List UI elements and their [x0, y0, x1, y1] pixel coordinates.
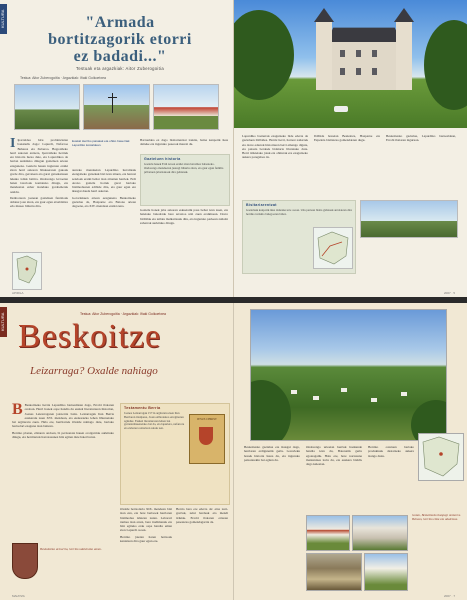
article-title: Beskoitze — [18, 318, 162, 355]
drop-cap: I — [10, 138, 16, 151]
book-title: IESUS CHRIST — [197, 417, 217, 421]
section-tab: KULTURA — [0, 307, 7, 337]
text-column-4: Beskoitzeko gaztelua ere ikusgai dago, herriaren erdigunetik gertu. Gotorleku honek historia luzea du, eta inguruko paisaiarekin bat egiten du. — [244, 445, 300, 462]
info-box-text: Gazteluak kanpotik ikus daitezke urte osoan. Uda partean bisita gidatuak antolatzen dira herriko turismo bulegoaren bidez. — [246, 208, 352, 216]
magazine-spread-beskoitze — [0, 303, 467, 600]
article-byline: Testua: Aitor Zuberogoitia · Argazkiak: Iñaki Goikoetxea — [80, 312, 166, 316]
castle-photo — [234, 0, 467, 128]
sidebar-title: Testamentu Berria — [124, 406, 161, 410]
info-box-history — [140, 154, 230, 206]
text-column-6: Herriko ostatuan bertako produktuak dastatzeko aukera izango duzu. — [368, 445, 414, 458]
text-column-3b: Gaztelu honek jabe askoren eskuetatik pasa behar izan zuen, eta haietako bakoitzak bere arrastoa utzi zuen eraikinean. Dorre biribilak eta teilatu malkartsuak ditu, eta inguruko parkean zuhaitz zaharrak aurkituko ditugu. — [140, 208, 228, 225]
tree-shape — [424, 20, 467, 110]
car-shape — [334, 106, 348, 112]
sidebar-text: Joanes Leizarragak 1571n argitaratu zuen Itun Berriaren itzulpena, Joana Albretekoa erreginaren aginduz. Euskal literaturaren lehen lan garrantzitsuenetako bat da, eta lapurtera, nafarrera eta zuberera uztartzen saiatu zen. — [124, 411, 185, 431]
valley-photo — [360, 200, 458, 238]
text-column-3: Barrualdea ez dago bisitarientzat irekita, baina kanpotik ikus daiteke eta inguruko paseoak merezi du. — [140, 138, 228, 147]
landscape-photo — [14, 84, 80, 130]
page-number-right: 2007 · 7 — [443, 594, 455, 598]
farmhouse-photo — [153, 84, 219, 130]
route-map — [313, 227, 353, 269]
info-box-text: Gaztelu hauek Erdi Aroan eraiki ziren lurraldea babesteko. Ondorengo mendeetan jauregi bihurtu ziren, eta gaur egun familia pribatuen jabetzakoak dira gehienak. — [144, 162, 224, 174]
magazine-spread-castles — [0, 0, 467, 297]
photo-caption: Euskal Herriko paisaiak eta ohiko baserriak Lapurdiko kostaldean. — [72, 139, 130, 147]
photos-caption: Goian, Beskoitzeko ikuspegi orokorra. Behean, herriko eliza eta udaletxea. — [412, 513, 462, 521]
house-photo — [364, 553, 408, 591]
page-number-left: APIRILA — [12, 291, 24, 295]
info-box-title: Bisitariarentzat — [246, 203, 277, 207]
castle-building — [324, 40, 404, 90]
text-column-1: I Iparraldea hiru probintziatan banaturik dago: Lapurdi, Nafarroa Beherea eta Zuberoa. Hegoaldeko herri askoren antzera, Iparraldeko herriek ere historia luzea dute, eta Lapurdikoa da bertan aurkituko ditugun gazteluen artean ezagunena. Gaztelu hauen inguruan eraiki ziren herri askoren bilakaeraren gakoak gorde dira, gerrateen eta garai gatazkatsuen lekuko isilak baitira. Ondorengo lerroetan haien istorioak kontatuko ditugu, eta mendeetan zehar izandako gorabeherak azaldu. Denboraren joanean gazteluen funtzioak aldatuz joan ziren, eta gaur egun etxebizitza edo museo bihurtu dira. — [10, 138, 68, 209]
text-column-6: Beskoitzeko gaztelua, Lapurdiko barnealdean, Errobi ibaiaren inguruan. — [386, 134, 456, 143]
text-column-5: Ondorengo urteetan herriak hazkunde handia izan du, Baionatik gertu egoteagatik. Hala ere, bere nortasuna mantentzea lortu du, eta euskara bizirik dago kaleetan. — [306, 445, 362, 467]
church-photo — [352, 515, 408, 551]
info-box-visitors — [242, 200, 356, 274]
text-column-4: Lapurdiko bazterrak ezagutzeko bide ederra da gazteluen ibilbidea. Herriz herri, harresi zaharrek eta dorre ederrek historiaren berri emango digute, eta paisaia berdeek bidaiaria liluratuko dute. Herri txikietako jaiak eta ohiturak ere ezagutzeko aukera paregabea da. — [242, 134, 308, 160]
route-map-icon — [314, 228, 352, 268]
text-column-1: B Beskoitzeko herria Lapurdiko barnealdean dago, Errobi ibaiaren ondoan. Herri honek ospe handia du euskal literaturaren historian, Joanes Leizarragaren jaioterria baita. Leizarragak Itun Berria euskaratu zuen XVI. mendean, eta euskarazko lehen liburuetako bat argitaratu zuen. Hala ere, herritarrek Oxalde nahiago dute, bertako bertsolari ezaguna izan baitzen. Herriko plazan, elizaren ondoan, bi pertsonaia hauen oroigarriak aurkituko ditugu, eta herritarrek harrotasunez hitz egiten dute haiei buruz. — [12, 403, 114, 440]
article-title: "Armada bortitzagorik etorri ez badadi..." — [48, 14, 192, 65]
article-subtitle: Leizarraga? Oxalde nahiago — [30, 365, 158, 377]
text-column-3: Herria bera ere ederra da: etxe zuri-gorriak, zelai berdeak eta mendi txikiak. Errobi ibaiaren ertzean paseatzea gomendagarria da. — [176, 507, 228, 524]
page-number-right: 2007 · 5 — [443, 291, 455, 295]
map-outline-icon — [13, 253, 41, 289]
coat-caption: Beskoitzeko armarria, herriko udaletxeko atean. — [40, 547, 102, 551]
text-column-2: aurreko mendeetan Lapurdiko lurraldeak etengabeko gatazkak bizi izan zituen, eta harresi sendoak eraiki behar izan zituzten herriek. Erdi Aroko gaztelu horiek garai hartako bizimoduaren adibide dira, eta gaur egun ere ikusgai daude herri askotan. Gotorlekuen artean ezagunena Beskoitzeko gaztelua da, Hazparne eta Baiona artean dagoena, eta XIV. mendean eraiki zena. — [72, 168, 136, 209]
cross-icon — [112, 93, 113, 113]
text-column-2: Oxalde bertsolaria XIX. mendean bizi izan zen, eta bere bertsoek herriaren bizimodua islatzen zuten. Laborari xumea izan arren, bere irudimenak eta hitz egiteko erak ospe handia eman zion Lapurdi osoan. Herriko jaietan haren bertsoak kantatzen dira gaur egun ere. — [120, 507, 172, 544]
drop-cap: B — [12, 403, 23, 418]
text-column-5: Ibilbide honetan Beskoitze, Hazparne eta Ezpeleta bisitatzea gomendatzen dugu. — [314, 134, 380, 143]
article-subtitle: Testuak eta argazkiak: Aitor Zuberogoitia — [76, 66, 164, 71]
tree-shape — [234, 10, 294, 100]
coat-of-arms-icon — [12, 543, 38, 579]
landscape-photo-strip — [14, 84, 219, 130]
page-number-left: MAIATZA — [12, 594, 25, 598]
info-box-title: Gazteluen historia — [144, 157, 181, 161]
townhall-photo — [306, 515, 350, 551]
location-map — [418, 433, 464, 481]
map-outline-icon — [419, 434, 463, 480]
section-tab: KULTURA — [0, 4, 7, 34]
crest-icon — [199, 427, 213, 445]
church-interior-photo — [306, 553, 362, 591]
village-panorama-photo — [250, 309, 447, 441]
article-byline: Testua: Aitor Zuberogoitia · Argazkiak: Iñaki Goikoetxea — [20, 76, 106, 80]
spread-gutter — [233, 303, 234, 600]
sidebar-book — [120, 403, 230, 505]
cross-hilltop-photo — [83, 84, 149, 130]
book-cover — [189, 414, 225, 464]
region-map — [12, 252, 42, 290]
